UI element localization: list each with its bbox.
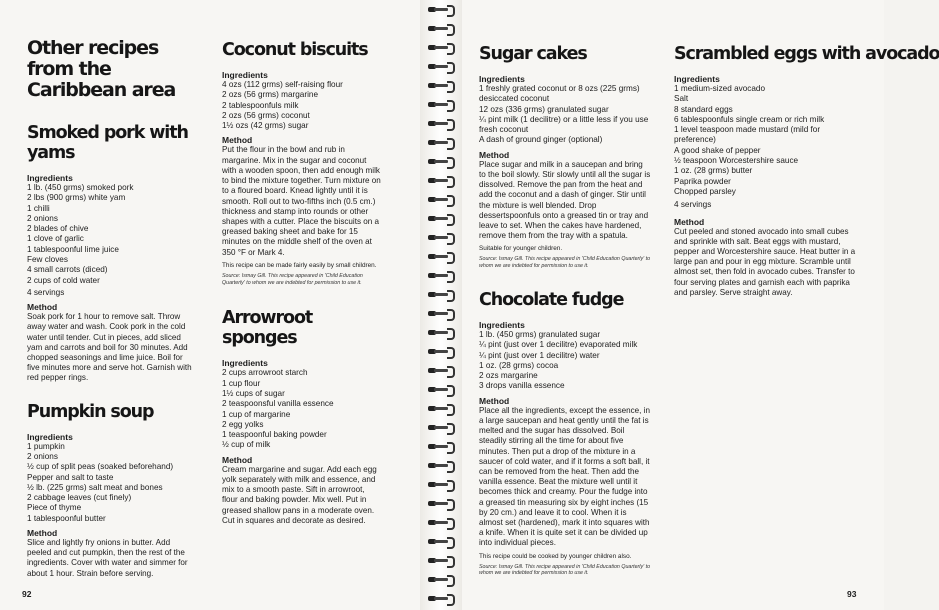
- ingredient: 2 cups of cold water: [27, 275, 100, 285]
- ingredient: 2 onions: [27, 451, 58, 461]
- ingredient: 6 tablespoonfuls single cream or rich milk: [674, 114, 825, 124]
- binding-ring: [428, 120, 456, 127]
- method-text: Cream margarine and sugar. Add each egg yolk separately with milk and essence, and mix to a smooth paste. Sift in arrowroot, flour and baking powder. Mix well. Put in greased shallow pans in a moderate oven. Cut in squares and decorate as desired.: [222, 464, 377, 525]
- recipe-title: Coconut biscuits: [222, 40, 368, 60]
- ingredients-label: Ingredients: [479, 320, 525, 330]
- method-label: Method: [27, 302, 58, 313]
- recipe-arrowroot-sponges: [222, 308, 382, 526]
- method-label: Method: [479, 395, 510, 406]
- binding-ring: [428, 557, 456, 564]
- binding-ring: [428, 253, 456, 260]
- ingredient: 2 ozs (56 grms) coconut: [222, 110, 310, 120]
- binding-ring: [428, 576, 456, 583]
- ingredient: 1 lb. (450 grms) smoked pork: [27, 183, 134, 192]
- page-number-right: 93: [847, 589, 857, 599]
- binding-ring: [428, 329, 456, 336]
- recipe-smoked-pork: [27, 123, 197, 384]
- chapter-heading: [27, 38, 197, 101]
- ingredient: ½ lb. (225 grms) salt meat and bones: [27, 482, 163, 492]
- ingredient: 2 onions: [27, 213, 58, 223]
- binding-ring: [428, 348, 456, 355]
- recipe-scrambled-eggs: [674, 44, 939, 298]
- binding-ring: [428, 291, 456, 298]
- source-credit: Source: Ismay Gill. This recipe appeared in 'Child Education Quarterly' to whom we are indebted for permission to use it.: [222, 272, 363, 286]
- recipe-note: This recipe can be made fairly easily by small children.: [222, 261, 377, 269]
- source-credit: Source: Ismay Gill. This recipe appeared in 'Child Education Quarterly' to whom we are indebted for permission to use it.: [479, 563, 651, 577]
- ingredient: 2 egg yolks: [222, 419, 264, 429]
- method-label: Method: [222, 135, 253, 146]
- ingredients-label: Ingredients: [222, 70, 268, 80]
- binding-ring: [428, 538, 456, 545]
- ingredient: 2 cups arrowroot starch: [222, 368, 308, 378]
- binding-ring: [428, 196, 456, 203]
- binding-ring: [428, 405, 456, 412]
- ingredient-list: [479, 84, 651, 146]
- right-page: [462, 0, 939, 610]
- ingredient: 2 blades of chive: [27, 224, 89, 234]
- chapter-heading-line-1: Other recipes: [27, 37, 159, 59]
- ingredient: 2 cabbage leaves (cut finely): [27, 493, 132, 503]
- binding-ring: [428, 310, 456, 317]
- ingredient: 1 cup of margarine: [222, 409, 291, 419]
- binding-ring: [428, 424, 456, 431]
- method-text: Place all the ingredients, except the essence, in a large saucepan and heat gently until the fat is melted and the sugar has dissolved. Boil steadily stirring all the time for about five minutes. Then put a drop of the mixture in a saucer of cold water, and if it forms a soft ball, it can be removed from the heat. Then add the vanilla essence. Beat the mixture well until it becomes thick and creamy. Pour the fudge into a greased tin measuring six by eight inches (15 by 20 cm.) and leave it to cool. When it is almost set (hardened), mark it into squares with a knife. When it is quite set it can be divided up into individual pieces.: [479, 405, 650, 548]
- recipe-note: Suitable for younger children.: [479, 245, 563, 253]
- binding-ring: [428, 44, 456, 51]
- binding-ring: [428, 443, 456, 450]
- recipe-title: Arrowroot sponges: [222, 308, 313, 349]
- ingredient-list: [27, 183, 197, 298]
- method-text: Cut peeled and stoned avocado into small cubes and sprinkle with salt. Beat eggs with mustard, pepper and Worcestershire sauce. Heat butter in a large pan and pour in egg mixture. Scramble until almost set, then fold in avocado cubes. Transfer to four serving plates and garnish each with paprika and parsley. Serve straight away.: [674, 226, 856, 297]
- ingredient: 1 chilli: [27, 203, 50, 213]
- binding-ring: [428, 462, 456, 469]
- servings: 4 servings: [27, 287, 65, 297]
- binding-ring: [428, 272, 456, 279]
- binding-ring: [428, 519, 456, 526]
- ingredient: 1½ ozs (42 grms) sugar: [222, 121, 309, 131]
- ingredient: ¼ pint (just over 1 decilitre) water: [479, 350, 600, 360]
- recipe-title: Chocolate fudge: [479, 290, 624, 310]
- binding-ring: [428, 63, 456, 70]
- binding-ring: [428, 158, 456, 165]
- servings: 4 servings: [674, 200, 712, 210]
- ingredient: ½ cup of milk: [222, 440, 271, 450]
- recipe-title: Scrambled eggs with avocado: [674, 44, 939, 64]
- binding-ring: [428, 500, 456, 507]
- binding-ring: [428, 367, 456, 374]
- ingredient-list: [222, 80, 382, 131]
- recipe-pumpkin-soup: [27, 402, 197, 579]
- ingredient-list: [27, 442, 197, 524]
- recipe-title: Smoked pork with yams: [27, 123, 188, 163]
- binding-ring: [428, 101, 456, 108]
- ingredient-list: [674, 84, 860, 211]
- ingredients-label: Ingredients: [222, 358, 268, 369]
- ingredient: 3 drops vanilla essence: [479, 381, 565, 391]
- ingredient: 1 pumpkin: [27, 441, 65, 451]
- ingredient: 1 clove of garlic: [27, 234, 84, 244]
- ingredient: 2 ozs (56 grms) margarine: [222, 90, 319, 100]
- binding-ring: [428, 177, 456, 184]
- page-number-left: 92: [22, 589, 32, 599]
- method-label: Method: [674, 216, 705, 227]
- recipe-title: Sugar cakes: [479, 44, 587, 64]
- chapter-heading-line-2: from the Caribbean area: [27, 58, 176, 101]
- ingredients-label: Ingredients: [27, 173, 73, 183]
- ingredient: 1 medium-sized avocado: [674, 84, 766, 93]
- binding-ring: [428, 386, 456, 393]
- ingredient-list: [222, 368, 382, 450]
- ingredient: ¼ pint (just over 1 decilitre) evaporated milk: [479, 340, 638, 350]
- binding-ring: [428, 25, 456, 32]
- method-label: Method: [222, 454, 253, 465]
- method-label: Method: [27, 528, 58, 539]
- source-credit: Source: Ismay Gill. This recipe appeared in 'Child Education Quarterly' to whom we are indebted for permission to use it.: [479, 256, 651, 270]
- binding-ring: [428, 215, 456, 222]
- ingredient: Paprika powder: [674, 176, 731, 186]
- ingredient: 1 freshly grated coconut or 8 ozs (225 grms) desiccated coconut: [479, 84, 640, 104]
- spiral-binding: [420, 0, 462, 610]
- ingredient: 4 small carrots (diced): [27, 265, 108, 275]
- ingredient: 2 ozs margarine: [479, 371, 538, 381]
- ingredient: Few cloves: [27, 255, 68, 265]
- ingredient: ½ cup of split peas (soaked beforehand): [27, 462, 174, 472]
- binding-ring: [428, 481, 456, 488]
- binding-ring: [428, 234, 456, 241]
- ingredient: 1 oz. (28 grms) cocoa: [479, 360, 559, 370]
- recipe-coconut-biscuits: [222, 40, 382, 286]
- method-text: Place sugar and milk in a saucepan and bring to the boil slowly. Stir slowly until all the sugar is dissolved. Remove the pan from the heat and add the coconut and a dash of ginger. Stir until the mixture is well blended. Drop dessertspoonfuls onto a greased tin or tray and leave to set. When the cakes have hardened, remove them from the tray with a spatula.: [479, 159, 651, 241]
- ingredient: Pepper and salt to taste: [27, 472, 114, 482]
- ingredient: 1 cup flour: [222, 378, 261, 388]
- recipe-sugar-cakes: [479, 44, 651, 270]
- ingredient: 2 tablespoonfuls milk: [222, 100, 299, 110]
- ingredient: ¼ pint milk (1 decilitre) or a little less if you use fresh coconut: [479, 114, 649, 135]
- right-column: [222, 40, 382, 536]
- ingredient: Salt: [674, 94, 689, 104]
- right-column: [674, 44, 939, 308]
- recipe-note: This recipe could be cooked by younger children also.: [479, 552, 632, 560]
- ingredient: 1½ cups of sugar: [222, 388, 285, 398]
- method-text: Put the flour in the bowl and rub in margarine. Mix in the sugar and coconut with a wooden spoon, then add enough milk to bind the mixture together. Turn mixture on to a floured board. Knead lightly until it is smooth. Roll out to two-fifths inch (0.5 cm.) thickness and stamp into rounds or other shapes with a cutter. Place the biscuits on a greased baking sheet and bake for 15 minutes on the middle shelf of the oven at 350 °F or Mark 4.: [222, 145, 381, 257]
- method-text: Slice and lightly fry onions in butter. Add peeled and cut pumpkin, then the rest of the ingredients. Cover with water and simmer for about 1 hour. Strain before serving.: [27, 538, 188, 578]
- recipe-chocolate-fudge: [479, 290, 651, 577]
- ingredient-list: [479, 330, 651, 392]
- ingredient: Piece of thyme: [27, 503, 82, 513]
- ingredients-label: Ingredients: [479, 74, 525, 84]
- binding-ring: [428, 6, 456, 13]
- method-text: Soak pork for 1 hour to remove salt. Throw away water and wash. Cook pork in the cold water until tender. Cut in pieces, add sliced yam and carrots and boil for 30 minutes. Add chopped seasonings and lime juice. Boil for five minutes more and serve hot. Garnish with red pepper rings.: [27, 312, 192, 383]
- ingredient: 1 lb. (450 grms) granulated sugar: [479, 330, 601, 339]
- left-column: [27, 38, 197, 589]
- ingredient: 1 level teaspoon made mustard (mild for preference): [674, 125, 821, 145]
- ingredient: A dash of ground ginger (optional): [479, 135, 603, 145]
- ingredient: 8 standard eggs: [674, 104, 733, 114]
- method-label: Method: [479, 149, 510, 160]
- ingredient: 1 tablespoonful butter: [27, 513, 106, 523]
- ingredient: 2 lbs (900 grms) white yam: [27, 193, 126, 203]
- binding-ring: [428, 595, 456, 602]
- ingredients-label: Ingredients: [27, 431, 73, 442]
- binding-ring: [428, 82, 456, 89]
- left-column: [479, 44, 651, 587]
- ingredient: Chopped parsley: [674, 186, 736, 196]
- ingredient: 2 teaspoonsful vanilla essence: [222, 399, 334, 409]
- ingredients-label: Ingredients: [674, 74, 720, 84]
- ingredient: ½ teaspoon Worcestershire sauce: [674, 156, 799, 166]
- ingredient: 1 oz. (28 grms) butter: [674, 166, 753, 176]
- ingredient: A good shake of pepper: [674, 145, 761, 155]
- left-page: [0, 0, 420, 610]
- ingredient: 1 tablespoonful lime juice: [27, 244, 119, 254]
- recipe-title: Pumpkin soup: [27, 401, 154, 422]
- binding-ring: [428, 139, 456, 146]
- ingredient: 4 ozs (112 grms) self-raising flour: [222, 80, 343, 89]
- ingredient: 12 ozs (336 grms) granulated sugar: [479, 104, 609, 114]
- ingredient: 1 teaspoonful baking powder: [222, 430, 327, 440]
